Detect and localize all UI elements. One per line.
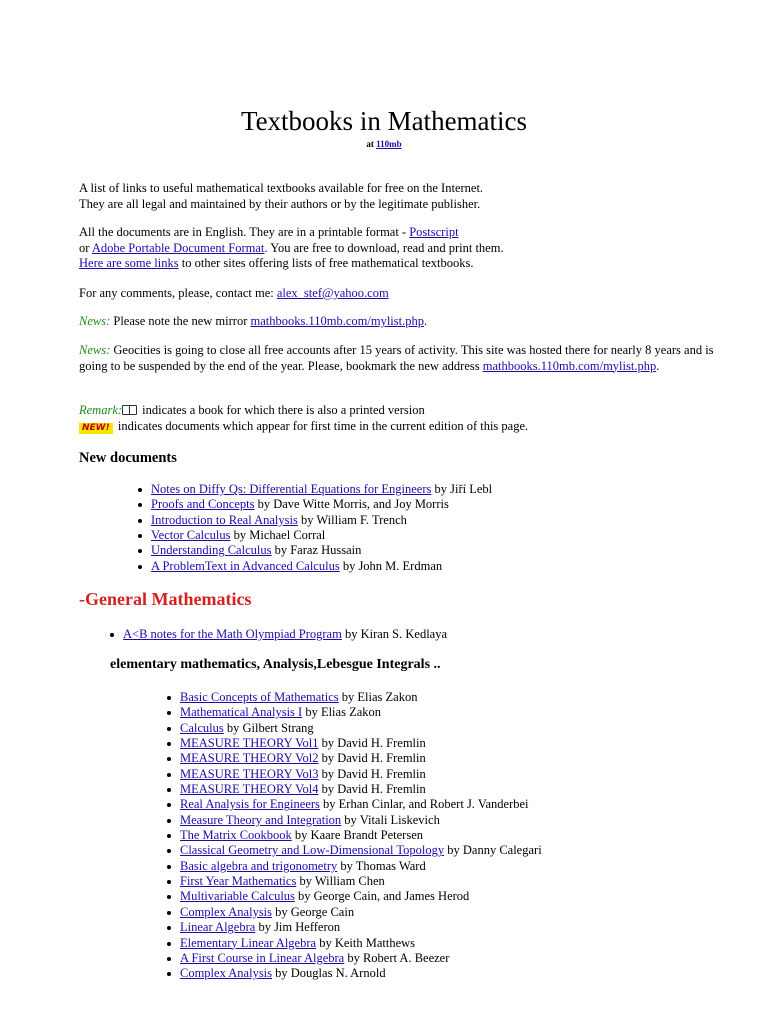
list-item xyxy=(180,843,542,858)
news-1 xyxy=(79,314,729,330)
remark-label: Remark: xyxy=(79,403,123,417)
mirror-link[interactable]: mathbooks.110mb.com/mylist.php xyxy=(250,314,424,328)
pdf-link[interactable]: Adobe Portable Document Format xyxy=(91,240,265,255)
formats-text-1: All the documents are in English. They are in a printable format - xyxy=(79,225,410,239)
book-link[interactable]: Calculus xyxy=(180,720,224,735)
postscript-link[interactable]: Postscript xyxy=(409,225,459,239)
intro-line-1: A list of links to useful mathematical textbooks available for free on the Internet. xyxy=(79,181,484,195)
list-item xyxy=(151,528,492,543)
book-author: by John M. Erdman xyxy=(339,558,443,573)
book-link[interactable]: Measure Theory and Integration xyxy=(180,812,342,827)
news-1-end: . xyxy=(423,314,428,328)
book-author: by David H. Fremlin xyxy=(318,782,426,797)
book-link[interactable]: Notes on Diffy Qs: Differential Equations for Engineers xyxy=(151,482,432,496)
book-link[interactable]: Complex Analysis xyxy=(180,904,273,919)
list-item xyxy=(180,889,542,904)
list-item xyxy=(180,936,542,951)
list-item xyxy=(151,482,492,497)
book-author: by David H. Fremlin xyxy=(318,766,426,781)
book-link[interactable]: Elementary Linear Algebra xyxy=(180,935,317,950)
intro-paragraph xyxy=(79,181,729,212)
book-author: by Douglas N. Arnold xyxy=(272,966,386,981)
formats-paragraph xyxy=(79,225,729,272)
list-item xyxy=(180,782,542,797)
book-author: by Keith Matthews xyxy=(316,935,416,950)
new-badge-icon: NEW! xyxy=(79,423,113,434)
book-author: by Kiran S. Kedlaya xyxy=(341,627,448,641)
book-link[interactable]: Introduction to Real Analysis xyxy=(151,512,298,527)
list-item xyxy=(123,627,447,642)
book-link[interactable]: Multivariable Calculus xyxy=(180,889,295,904)
book-link[interactable]: Complex Analysis xyxy=(180,966,273,981)
elementary-mathematics-heading: elementary mathematics, Analysis,Lebesgue Integrals .. xyxy=(110,657,441,672)
book-link[interactable]: MEASURE THEORY Vol3 xyxy=(180,766,319,781)
book-link[interactable]: Basic Concepts of Mathematics xyxy=(180,690,339,704)
remark-icon-text: indicates a book for which there is also a printed version xyxy=(139,403,425,417)
book-link[interactable]: The Matrix Cookbook xyxy=(180,828,292,843)
book-author: by Michael Corral xyxy=(230,528,326,543)
book-link[interactable]: Linear Algebra xyxy=(180,920,256,935)
list-item xyxy=(180,751,542,766)
list-item xyxy=(151,497,492,512)
contact-text: For any comments, please, contact me: xyxy=(79,286,277,300)
book-author: by Jiří Lebl xyxy=(431,482,493,496)
book-author: by Vitali Liskevich xyxy=(341,812,440,827)
list-item xyxy=(151,543,492,558)
new-documents-heading: New documents xyxy=(79,450,177,466)
book-author: by David H. Fremlin xyxy=(318,736,426,751)
news-2 xyxy=(79,343,719,374)
remark-paragraph xyxy=(79,403,729,434)
book-author: by Faraz Hussain xyxy=(271,543,362,558)
book-link[interactable]: A ProblemText in Advanced Calculus xyxy=(151,558,340,573)
formats-or-text: or xyxy=(79,240,92,255)
book-author: by William F. Trench xyxy=(297,512,407,527)
news-label: News: xyxy=(79,343,111,357)
news-label: News: xyxy=(79,314,111,328)
book-author: by Elias Zakon xyxy=(302,705,382,720)
remark-badge-text: indicates documents which appear for first time in the current edition of this page. xyxy=(114,418,529,433)
formats-text-3: to other sites offering lists of free mathematical textbooks. xyxy=(178,256,474,270)
list-item xyxy=(180,767,542,782)
formats-text-2: . You are free to download, read and print them. xyxy=(264,240,504,255)
elementary-mathematics-list xyxy=(180,690,542,982)
list-item xyxy=(180,690,542,705)
list-item xyxy=(180,828,542,843)
book-link[interactable]: A First Course in Linear Algebra xyxy=(180,950,345,965)
general-mathematics-list xyxy=(123,627,447,642)
book-link[interactable]: MEASURE THEORY Vol1 xyxy=(180,736,319,751)
list-item xyxy=(180,874,542,889)
book-link[interactable]: MEASURE THEORY Vol4 xyxy=(180,782,319,797)
new-documents-list xyxy=(151,482,492,574)
book-author: by Danny Calegari xyxy=(444,843,542,858)
list-item xyxy=(180,797,542,812)
book-link[interactable]: Mathematical Analysis I xyxy=(180,705,303,720)
book-link[interactable]: Vector Calculus xyxy=(151,528,231,543)
general-mathematics-heading: -General Mathematics xyxy=(79,589,252,609)
intro-line-2: They are all legal and maintained by their authors or by the legitimate publisher. xyxy=(79,196,481,211)
book-author: by Elias Zakon xyxy=(338,690,418,704)
email-link[interactable]: alex_stef@yahoo.com xyxy=(276,286,389,300)
news-2-text: Geocities is going to close all free accounts after 15 years of activity. This site was hosted there for nearly 8 years and is going to be suspended by the end of the year. Please, bookmark the new address xyxy=(79,343,714,373)
book-author: by George Cain xyxy=(272,904,355,919)
book-author: by Kaare Brandt Petersen xyxy=(291,828,423,843)
list-item xyxy=(180,920,542,935)
book-author: by Robert A. Beezer xyxy=(344,950,450,965)
book-link[interactable]: Classical Geometry and Low-Dimensional Topology xyxy=(180,843,445,858)
book-author: by Erhan Cinlar, and Robert J. Vanderbei xyxy=(319,797,529,812)
book-author: by William Chen xyxy=(296,874,385,889)
list-item xyxy=(180,859,542,874)
list-item xyxy=(151,513,492,528)
list-item xyxy=(180,813,542,828)
site-link[interactable]: 110mb xyxy=(376,139,402,149)
book-icon xyxy=(122,405,137,415)
book-link[interactable]: Real Analysis for Engineers xyxy=(180,797,320,812)
list-item xyxy=(180,736,542,751)
list-item xyxy=(180,951,542,966)
book-author: by David H. Fremlin xyxy=(318,751,426,766)
book-author: by Thomas Ward xyxy=(337,858,426,873)
contact-paragraph xyxy=(79,286,729,302)
new-address-link[interactable]: mathbooks.110mb.com/mylist.php xyxy=(482,358,657,373)
list-item xyxy=(151,559,492,574)
book-link[interactable]: A<B notes for the Math Olympiad Program xyxy=(123,627,342,641)
book-link[interactable]: First Year Mathematics xyxy=(180,874,297,889)
page-title: Textbooks in Mathematics xyxy=(240,106,528,136)
other-lists-link[interactable]: Here are some links xyxy=(79,256,179,270)
book-link[interactable]: MEASURE THEORY Vol2 xyxy=(180,751,319,766)
book-author: by Jim Hefferon xyxy=(255,920,341,935)
list-item xyxy=(180,705,542,720)
list-item xyxy=(180,905,542,920)
book-link[interactable]: Proofs and Concepts xyxy=(151,497,255,512)
news-2-end: . xyxy=(656,358,660,373)
book-author: by George Cain, and James Herod xyxy=(294,889,470,904)
news-1-text: Please note the new mirror xyxy=(110,314,251,328)
book-link[interactable]: Understanding Calculus xyxy=(151,543,272,558)
book-author: by Gilbert Strang xyxy=(223,720,314,735)
subtitle xyxy=(0,138,768,150)
list-item xyxy=(180,721,542,736)
list-item xyxy=(180,966,542,981)
book-link[interactable]: Basic algebra and trigonometry xyxy=(180,858,338,873)
at-label: at xyxy=(366,139,374,149)
book-author: by Dave Witte Morris, and Joy Morris xyxy=(254,497,449,512)
